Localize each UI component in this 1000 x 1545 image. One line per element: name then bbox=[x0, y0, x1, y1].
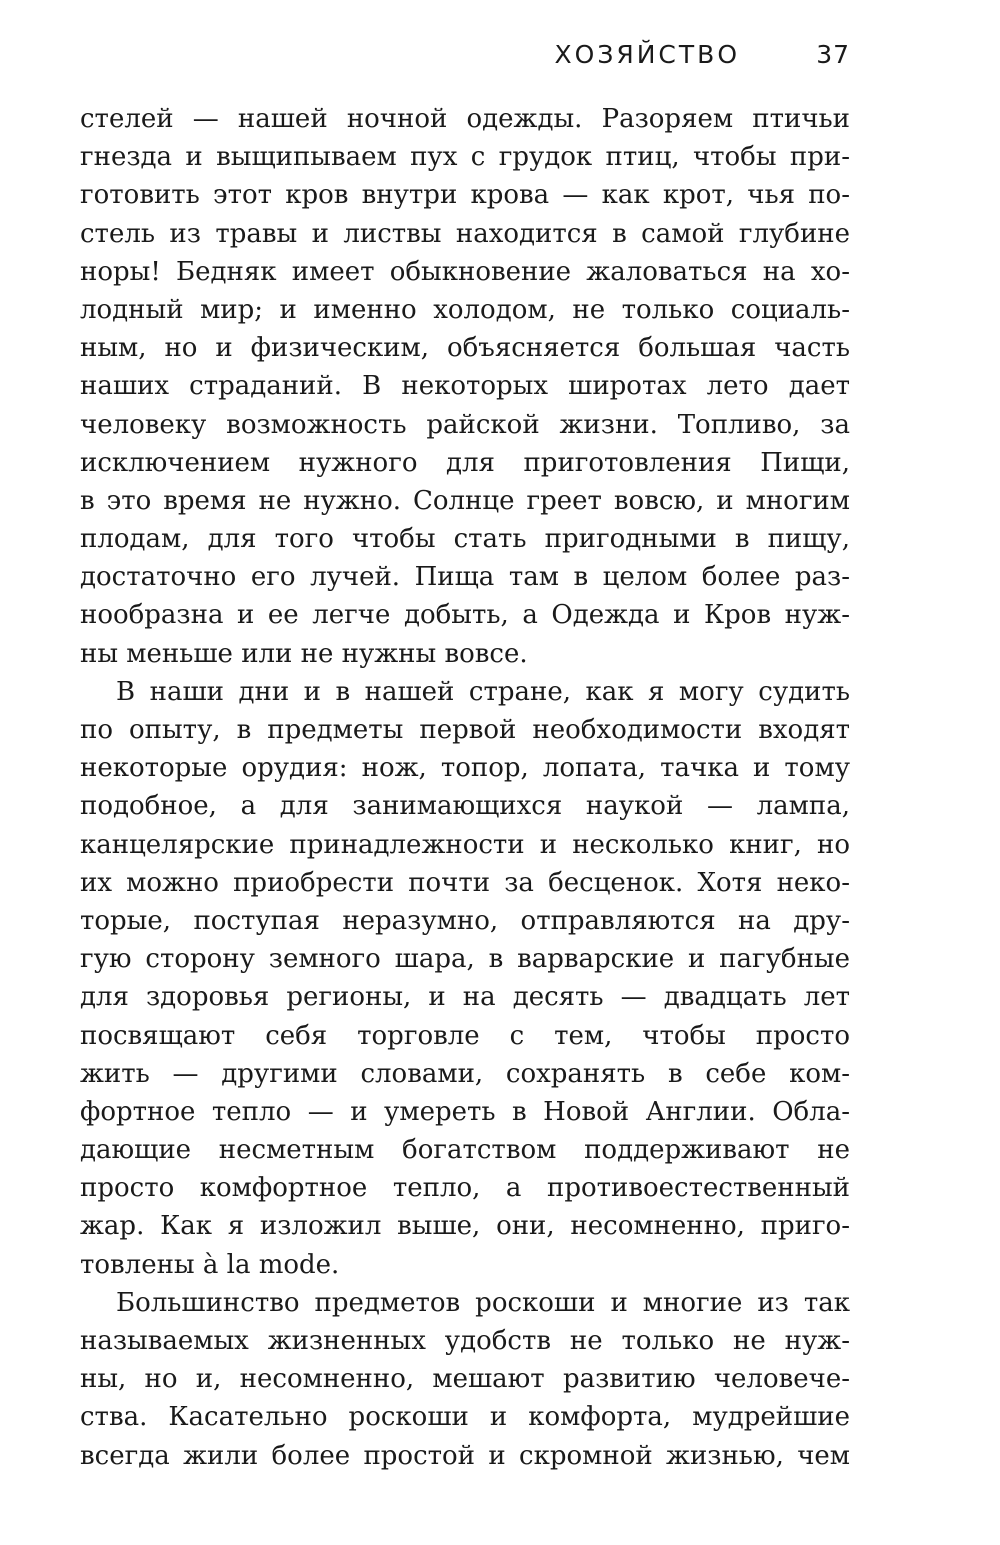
paragraph bbox=[80, 100, 850, 673]
text-line: посвящают себя торговле с тем, чтобы просто bbox=[80, 1020, 850, 1051]
text-line: нообразна и ее легче добыть, а Одежда и Кров нуж- bbox=[80, 600, 850, 631]
text-line: торые, поступая неразумно, отправляются на дру- bbox=[80, 905, 850, 936]
text-line: просто комфортное тепло, а противоестественный bbox=[80, 1173, 850, 1204]
text-line: В наши дни и в нашей стране, как я могу судить bbox=[116, 676, 850, 707]
text-line: некоторые орудия: нож, топор, лопата, тачка и тому bbox=[80, 753, 850, 784]
text-line: человеку возможность райской жизни. Топливо, за bbox=[80, 409, 850, 440]
text-line: норы! Бедняк имеет обыкновение жаловаться на хо- bbox=[80, 256, 850, 287]
text-line: подобное, а для занимающихся наукой — лампа, bbox=[80, 791, 850, 822]
text-line: стелей — нашей ночной одежды. Разоряем птичьи bbox=[80, 104, 850, 134]
chapter-title: ХОЗЯЙСТВО bbox=[554, 40, 740, 69]
text-line: ства. Касательно роскоши и комфорта, мудрейшие bbox=[80, 1402, 850, 1433]
text-line: Большинство предметов роскоши и многие из так bbox=[116, 1287, 850, 1318]
text-line: в это время не нужно. Солнце греет вовсю, и многим bbox=[80, 485, 850, 516]
text-line: дающие несметным богатством поддерживают не bbox=[80, 1135, 850, 1166]
text-line: называемых жизненных удобств не только не нуж- bbox=[80, 1326, 850, 1356]
text-line: их можно приобрести почти за бесценок. Хотя неко- bbox=[80, 867, 850, 898]
text-line: фортное тепло — и умереть в Новой Англии. Обла- bbox=[80, 1096, 850, 1127]
body-text bbox=[80, 100, 850, 1475]
running-header bbox=[80, 40, 850, 76]
text-line: плодам, для того чтобы стать пригодными в пищу, bbox=[80, 524, 850, 555]
text-line: жить — другими словами, сохранять в себе ком- bbox=[80, 1058, 850, 1089]
text-line: ным, но и физическим, объясняется большая часть bbox=[80, 333, 850, 364]
paragraph bbox=[80, 1284, 850, 1475]
text-line: канцелярские принадлежности и несколько книг, но bbox=[80, 829, 850, 860]
text-line: для здоровья регионы, и на десять — двадцать лет bbox=[80, 982, 850, 1013]
text-line: достаточно его лучей. Пища там в целом более раз- bbox=[80, 562, 850, 593]
text-line: готовить этот кров внутри крова — как крот, чья по- bbox=[80, 180, 850, 211]
text-line: по опыту, в предметы первой необходимости входят bbox=[80, 715, 850, 745]
text-line: исключением нужного для приготовления Пищи, bbox=[80, 447, 850, 478]
text-line: товлены à la mode. bbox=[80, 1249, 340, 1280]
text-line: всегда жили более простой и скромной жизнью, чем bbox=[80, 1440, 850, 1471]
text-line: лодный мир; и именно холодом, не только социаль- bbox=[80, 294, 850, 325]
text-line: стель из травы и листвы находится в самой глубине bbox=[80, 218, 850, 249]
paragraph bbox=[80, 673, 850, 1284]
text-line: наших страданий. В некоторых широтах лето дает bbox=[80, 371, 850, 402]
text-line: ны, но и, несомненно, мешают развитию человече- bbox=[80, 1364, 850, 1395]
text-line: гнезда и выщипываем пух с грудок птиц, чтобы при- bbox=[80, 142, 850, 173]
text-line: жар. Как я изложил выше, они, несомненно, приго- bbox=[80, 1211, 850, 1242]
text-line: ны меньше или не нужны вовсе. bbox=[80, 638, 528, 669]
page-number: 37 bbox=[816, 40, 850, 69]
text-line: гую сторону земного шара, в варварские и пагубные bbox=[80, 944, 850, 975]
